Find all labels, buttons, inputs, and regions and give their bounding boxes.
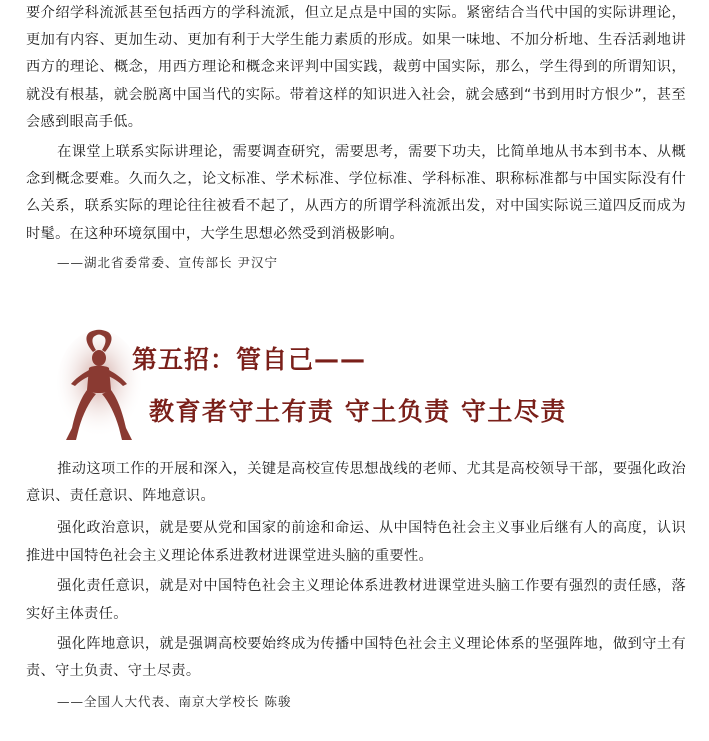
bottom-section [26,455,686,715]
paragraph [26,631,686,686]
paragraph [26,573,686,628]
top-section [26,0,686,276]
arms-raised-figure-icon [56,328,142,446]
section-banner [48,328,668,446]
signature: ——湖北省委常委、宣传部长 尹汉宁 [57,255,278,271]
paragraph-text: 要介绍学科流派甚至包括西方的学科流派，但立足点是中国的实际。紧密结合当代中国的实际讲理论，更加有内容、更加生动、更加有利于大学生能力素质的形成。如果一味地、不加分析地、生吞活剥地讲西方的理论、概念，用西方理论和概念来评判中国实践，裁剪中国实际，那么，学生得到的所谓知识，就没有根基，就会脱离中国当代的实际。带着这样的知识进入社会，就会感到“书到用时方恨少”，甚至会感到眼高手低。 [26,4,686,131]
paragraph-text: 强化政治意识，就是要从党和国家的前途和命运、从中国特色社会主义事业后继有人的高度，认识推进中国特色社会主义理论体系进教材进课堂进头脑的重要性。 [26,520,686,564]
signature: ——全国人大代表、南京大学校长 陈骏 [57,693,292,709]
paragraph-text: 在课堂上联系实际讲理论，需要调查研究，需要思考，需要下功夫，比简单地从书本到书本、从概念到概念要难。久而久之，论文标准、学术标准、学位标准、学科标准、职称标准都与中国实际没有什么关系，联系实际的理论往往被看不起了，从西方的所谓学科流派出发，对中国实际说三道四反而成为时髦。在这种环境氛围中，大学生思想必然受到消极影响。 [26,143,686,242]
paragraph [26,0,686,137]
paragraph-text: 推动这项工作的开展和深入，关键是高校宣传思想战线的老师、尤其是高校领导干部，要强化政治意识、责任意识、阵地意识。 [26,460,686,504]
section-title-line1: 第五招：管自己—— [132,345,367,374]
paragraph [26,515,686,570]
section-title-line2: 教育者守土有责 守土负责 守土尽责 [149,397,567,426]
paragraph-text: 强化阵地意识，就是强调高校要始终成为传播中国特色社会主义理论体系的坚强阵地，做到守土有责、守土负责、守土尽责。 [26,635,686,680]
paragraph [26,456,686,511]
paragraph [26,139,686,249]
paragraph-text: 强化责任意识，就是对中国特色社会主义理论体系进教材进课堂进头脑工作要有强烈的责任感，落实好主体责任。 [26,578,686,622]
